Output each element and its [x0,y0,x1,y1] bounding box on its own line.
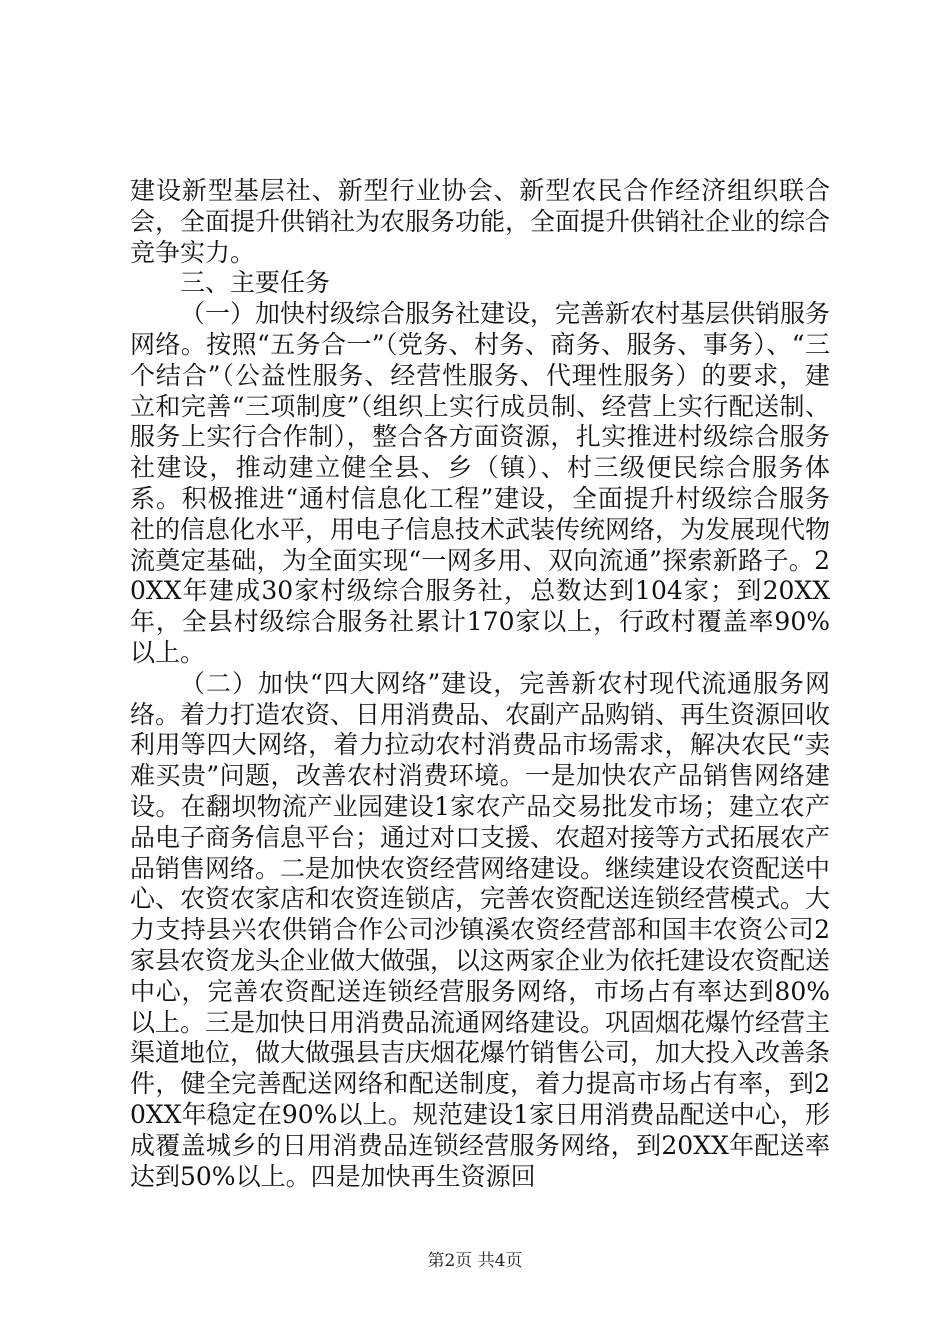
paragraph-task-two: （二）加快“四大网络”建设，完善新农村现代流通服务网络。着力打造农资、日用消费品、农副产品购销、再生资源回收利用等四大网络，着力拉动农村消费品市场需求，解决农民“卖难买贵”问题，改善农村消费环境。一是加快农产品销售网络建设。在翻坝物流产业园建设1家农产品交易批发市场；建立农产品电子商务信息平台；通过对口支援、农超对接等方式拓展农产品销售网络。二是加快农资经营网络建设。继续建设农资配送中心、农资农家店和农资连锁店，完善农资配送连锁经营模式。大力支持县兴农供销合作公司沙镇溪农资经营部和国丰农资公司2家县农资龙头企业做大做强，以这两家企业为依托建设农资配送中心，完善农资配送连锁经营服务网络，市场占有率达到80%以上。三是加快日用消费品流通网络建设。巩固烟花爆竹经营主渠道地位，做大做强县吉庆烟花爆竹销售公司，加大投入改善条件，健全完善配送网络和配送制度，着力提高市场占有率，到20XX年稳定在90%以上。规范建设1家日用消费品配送中心，形成覆盖城乡的日用消费品连锁经营服务网络，到20XX年配送率达到50%以上。四是加快再生资源回 [130,668,831,1191]
paragraph-task-one: （一）加快村级综合服务社建设，完善新农村基层供销服务网络。按照“五务合一”（党务、村务、商务、服务、事务）、“三个结合”（公益性服务、经营性服务、代理性服务）的要求，建立和完善“三项制度”（组织上实行成员制、经营上实行配送制、服务上实行合作制），整合各方面资源，扎实推进村级综合服务社建设，推动建立健全县、乡（镇）、村三级便民综合服务体系。积极推进“通村信息化工程”建设，全面提升村级综合服务社的信息化水平，用电子信息技术武装传统网络，为发展现代物流奠定基础，为全面实现“一网多用、双向流通”探索新路子。20XX年建成30家村级综合服务社，总数达到104家；到20XX年，全县村级综合服务社累计170家以上，行政村覆盖率90%以上。 [130,299,831,667]
section-heading-main-tasks: 三、主要任务 [180,268,331,298]
paragraph-continuation: 建设新型基层社、新型行业协会、新型农民合作经济组织联合会，全面提升供销社为农服务功能，全面提升供销社企业的综合竞争实力。 [130,176,831,267]
page-footer: 第2页 共4页 [427,1251,523,1271]
document-body [130,176,830,1192]
